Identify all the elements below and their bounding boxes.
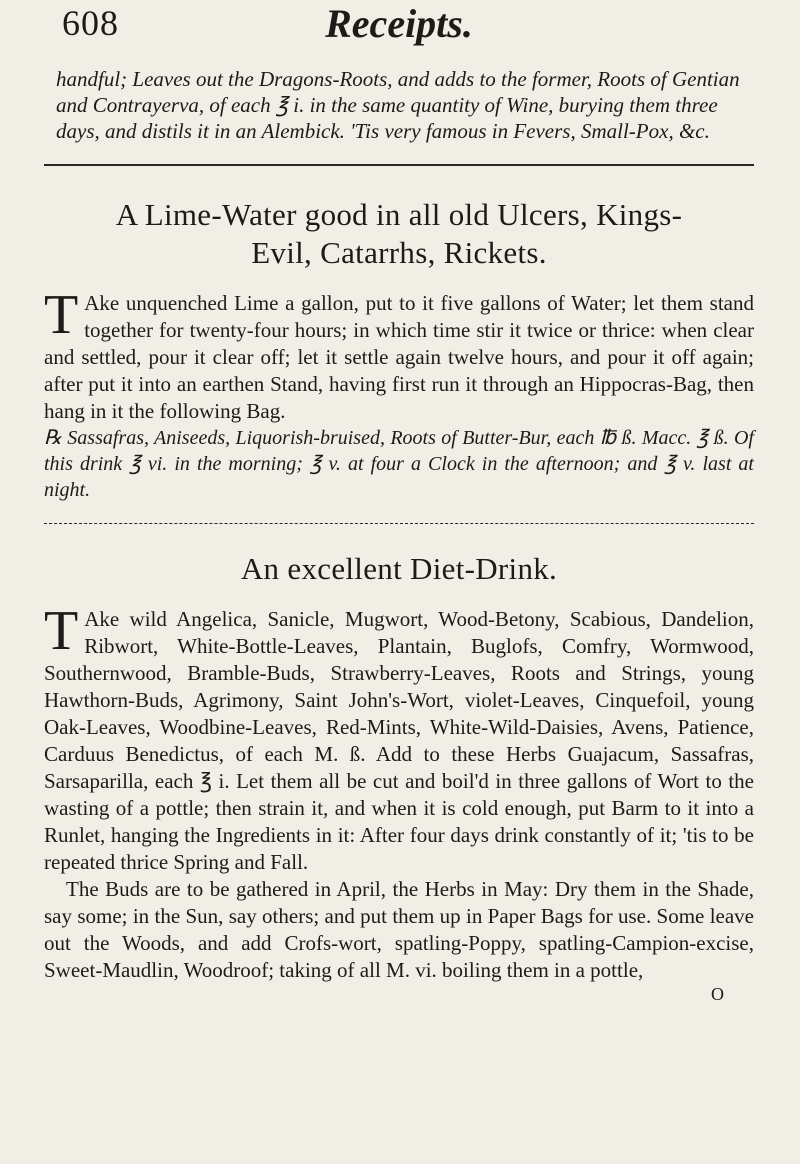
lime-water-title-line-1: A Lime-Water good in all old Ulcers, Kings- bbox=[115, 197, 683, 232]
diet-drink-title: An excellent Diet-Drink. bbox=[240, 551, 558, 586]
lime-water-prescription: ℞ Sassafras, Aniseeds, Liquorish-bruised, Roots of Butter-Bur, each ℔ ß. Macc. ℥ ß. Of this drink ℥ vi. in the morning; ℥ v. at four a Clock in the afternoon; and ℥ v. last at night. bbox=[44, 427, 754, 501]
diet-drink-body: Ake wild Angelica, Sanicle, Mugwort, Wood-Betony, Scabious, Dandelion, Ribwort, White-Bottle-Leaves, Plantain, Buglofs, Comfry, Wormwood, Southernwood, Bramble-Buds, Strawberry-Leaves, Roots and Strings, young Hawthorn-Buds, Agrimony, Saint John's-Wort, violet-Leaves, Cinquefoil, young Oak-Leaves, Woodbine-Leaves, Red-Mints, White-Wild-Daisies, Avens, Patience, Carduus Benedictus, of each M. ß. Add to these Herbs Guajacum, Sassafras, Sarsaparilla, each ℥ i. Let them all be cut and boil'd in three gallons of Wort to the wasting of a pottle; then strain it, and when it is cold enough, put Barm to it into a Runlet, hanging the Ingredients in it: After four days drink constantly of it; 'tis to be repeated thrice Spring and Fall. bbox=[44, 607, 754, 874]
lime-water-body: Ake unquenched Lime a gallon, put to it five gallons of Water; let them stand together for twenty-four hours; in which time stir it twice or thrice: when clear and settled, pour it clear off; let it settle again twelve hours, and pour it off again; after put it into an earthen Stand, having first run it through an Hippocras-Bag, then hang in it the following Bag. bbox=[44, 291, 754, 423]
section-divider bbox=[44, 523, 754, 524]
diet-drink-gathering-notes: The Buds are to be gathered in April, the Herbs in May: Dry them in the Shade, say some; in the Sun, say others; and put them up in Paper Bags for use. Some leave out the Woods, and add Crofs-wort, spatling-Poppy, spatling-Campion-excise, Sweet-Maudlin, Woodroof; taking of all M. vi. boiling them in a pottle, bbox=[44, 877, 754, 982]
drop-cap: T bbox=[44, 284, 79, 346]
section-divider bbox=[44, 164, 754, 166]
lime-water-title bbox=[44, 196, 754, 272]
lime-water-instructions bbox=[44, 284, 754, 425]
diet-drink-instructions bbox=[44, 600, 754, 876]
lime-water-title-line-2: Evil, Catarrhs, Rickets. bbox=[251, 235, 547, 270]
continued-recipe-text: handful; Leaves out the Dragons-Roots, and adds to the former, Roots of Gentian and Contrayerva, of each ℥ i. in the same quantity of Wine, burying them three days, and distils it in an Alembick. 'Tis very famous in Fevers, Small-Pox, &c. bbox=[56, 67, 740, 143]
page-header bbox=[44, 0, 754, 62]
page-number: 608 bbox=[62, 3, 119, 43]
catchword: O bbox=[711, 984, 724, 1004]
drop-cap: T bbox=[44, 600, 79, 662]
running-head: Receipts. bbox=[325, 1, 473, 46]
